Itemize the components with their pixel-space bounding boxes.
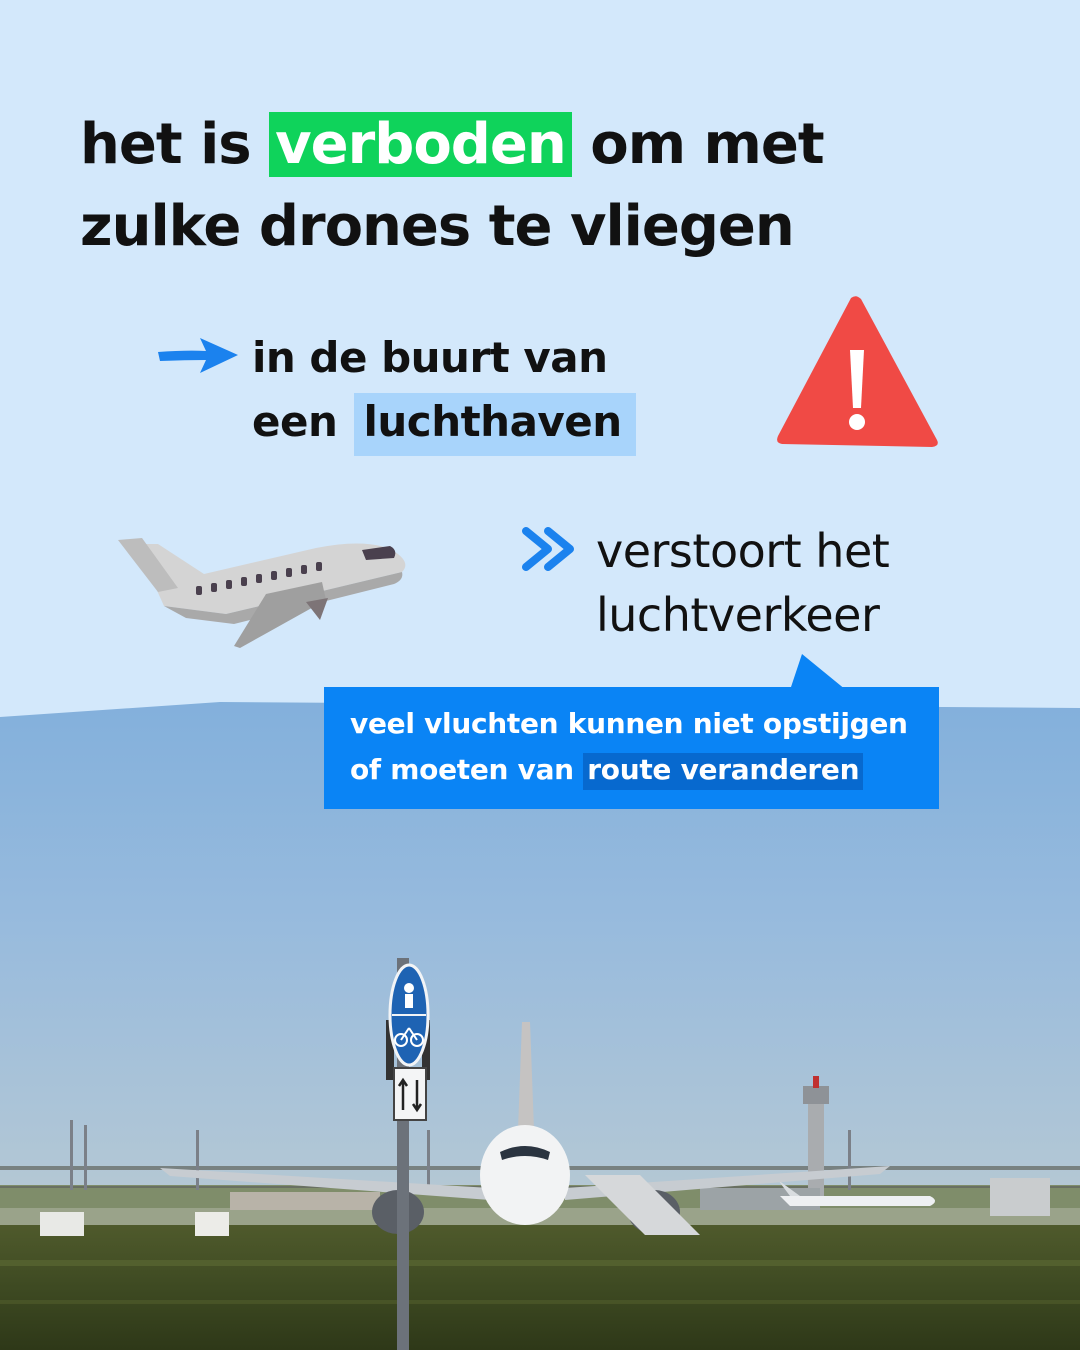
headline-highlight-verboden: verboden [269, 112, 572, 177]
speech-bubble [324, 687, 939, 809]
point-airport-line-2 [252, 390, 636, 454]
point-airport [252, 326, 636, 454]
headline [80, 104, 1040, 268]
point-air-traffic [596, 519, 889, 647]
point-air-traffic-line-1: verstoort het [596, 524, 890, 578]
point-airport-highlight: luchthaven [354, 393, 636, 456]
speech-bubble-line-1: veel vluchten kunnen niet opstijgen [350, 707, 908, 740]
arrow-right-icon [156, 334, 240, 376]
point-air-traffic-line-2: luchtverkeer [596, 588, 880, 642]
warning-triangle-icon [772, 294, 942, 454]
headline-text-part2: om met [571, 112, 824, 177]
airplane-icon [116, 532, 416, 654]
speech-bubble-line-2 [350, 747, 908, 793]
speech-bubble-text [350, 701, 908, 793]
headline-line-1 [80, 104, 1040, 186]
speech-bubble-prefix: of moeten van [350, 753, 584, 786]
speech-bubble-highlight: route veranderen [583, 753, 863, 790]
speech-bubble-tail [790, 654, 846, 690]
headline-text-part1: het is [80, 112, 270, 177]
double-chevron-right-icon [522, 527, 576, 571]
headline-line-2: zulke drones te vliegen [80, 194, 794, 259]
point-airport-prefix: een [252, 397, 352, 446]
point-airport-line-1: in de buurt van [252, 333, 608, 382]
